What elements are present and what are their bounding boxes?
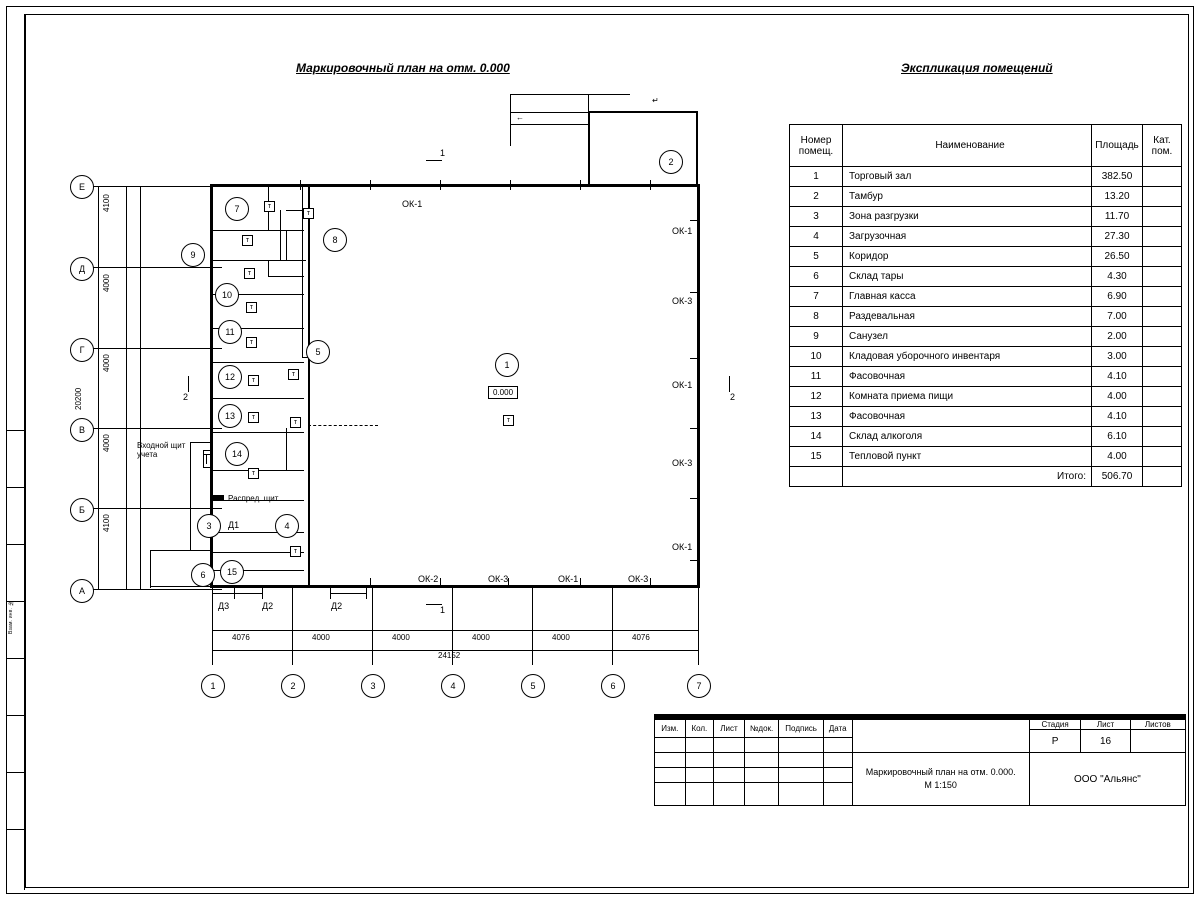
room-category — [1143, 327, 1182, 347]
room-name: Фасовочная — [843, 367, 1092, 387]
stamp-cell — [655, 768, 686, 783]
room-area: 4.00 — [1092, 447, 1143, 467]
room-area: 27.30 — [1092, 227, 1143, 247]
room-name: Загрузочная — [843, 227, 1092, 247]
stamp-cell — [744, 783, 779, 806]
room-marker: 3 — [197, 514, 221, 538]
stamp-cell — [714, 768, 745, 783]
room-area: 6.10 — [1092, 427, 1143, 447]
room-marker: 6 — [191, 563, 215, 587]
room-marker: 15 — [220, 560, 244, 584]
door-label: Д2 — [331, 601, 343, 611]
dimension-horizontal: 4000 — [392, 633, 410, 642]
axis-bubble-letter: Г — [70, 338, 94, 362]
stamp-cell — [823, 783, 852, 806]
table-row — [790, 327, 1182, 347]
panel-symbol — [203, 450, 212, 468]
room-category — [1143, 447, 1182, 467]
table-total-row — [790, 467, 1182, 487]
header-area: Площадь — [1092, 125, 1143, 167]
room-area: 3.00 — [1092, 347, 1143, 367]
stamp-cell — [823, 738, 852, 753]
stamp-column-header: №док. — [744, 720, 779, 738]
window-label-right: ОК-1 — [672, 380, 693, 390]
room-marker: 10 — [215, 283, 239, 307]
room-name: Тепловой пункт — [843, 447, 1092, 467]
window-label-right: ОК-1 — [672, 542, 693, 552]
equipment-tag: т — [290, 417, 301, 428]
stamp-cell — [655, 753, 686, 768]
stamp-cell — [655, 738, 686, 753]
room-number: 1 — [790, 167, 843, 187]
room-name: Комната приема пищи — [843, 387, 1092, 407]
total-label: Итого: — [843, 467, 1092, 487]
stamp-drawing-title — [852, 753, 1029, 806]
room-category — [1143, 227, 1182, 247]
room-marker: 2 — [659, 150, 683, 174]
header-num: Номер помещ. — [790, 125, 843, 167]
room-name: Склад тары — [843, 267, 1092, 287]
room-category — [1143, 407, 1182, 427]
room-number: 10 — [790, 347, 843, 367]
table-row — [790, 247, 1182, 267]
room-name: Коридор — [843, 247, 1092, 267]
room-name: Фасовочная — [843, 407, 1092, 427]
stamp-cell — [779, 738, 824, 753]
total-empty-1 — [790, 467, 843, 487]
stamp-cell — [685, 783, 714, 806]
room-category — [1143, 207, 1182, 227]
dimension-horizontal: 4076 — [232, 633, 250, 642]
axis-bubble-letter: В — [70, 418, 94, 442]
table-row — [790, 187, 1182, 207]
room-marker: 8 — [323, 228, 347, 252]
room-number: 6 — [790, 267, 843, 287]
room-area: 4.10 — [1092, 367, 1143, 387]
room-marker: 14 — [225, 442, 249, 466]
annotation-distribution-panel: Распред. щит — [228, 494, 279, 503]
room-area: 6.90 — [1092, 287, 1143, 307]
stamp-cell — [779, 753, 824, 768]
room-area: 11.70 — [1092, 207, 1143, 227]
equipment-tag: т — [248, 412, 259, 423]
stamp-cell — [744, 738, 779, 753]
explication-title: Экспликация помещений — [901, 61, 1053, 75]
axis-bubble-letter: Д — [70, 257, 94, 281]
room-category — [1143, 367, 1182, 387]
stamp-column-header: Подпись — [779, 720, 824, 738]
room-number: 13 — [790, 407, 843, 427]
stamp-cell — [714, 738, 745, 753]
stamp-cell — [714, 753, 745, 768]
room-name: Зона разгрузки — [843, 207, 1092, 227]
stamp-stage-block — [1029, 720, 1185, 753]
room-category — [1143, 247, 1182, 267]
stamp-company: ООО "Альянс" — [1029, 753, 1185, 806]
stamp-stage-header: Стадия — [1030, 720, 1081, 730]
dimension-horizontal: 4076 — [632, 633, 650, 642]
equipment-tag: т — [248, 375, 259, 386]
window-label-top: ОК-1 — [402, 199, 423, 209]
door-label: Д3 — [218, 601, 230, 611]
stamp-column-header: Дата — [823, 720, 852, 738]
axis-bubble-number: 5 — [521, 674, 545, 698]
equipment-tag: т — [503, 415, 514, 426]
room-area: 13.20 — [1092, 187, 1143, 207]
table-row — [790, 207, 1182, 227]
equipment-tag: т — [242, 235, 253, 246]
table-row — [790, 167, 1182, 187]
stamp-row — [655, 753, 1186, 768]
room-marker: 13 — [218, 404, 242, 428]
dimension-vertical: 4000 — [102, 354, 111, 372]
room-number: 2 — [790, 187, 843, 207]
stamp-cell — [685, 768, 714, 783]
room-category — [1143, 307, 1182, 327]
stamp-sheets-header: Листов — [1130, 720, 1185, 730]
room-marker: 12 — [218, 365, 242, 389]
room-category — [1143, 387, 1182, 407]
title-block-revision-table — [654, 714, 1186, 806]
side-label: Взам. инв. № — [8, 600, 14, 635]
room-area: 2.00 — [1092, 327, 1143, 347]
stamp-header-row — [655, 720, 1186, 738]
section-mark: 1 — [440, 605, 446, 615]
room-category — [1143, 187, 1182, 207]
room-marker: 4 — [275, 514, 299, 538]
window-label-right: ОК-1 — [672, 226, 693, 236]
dimension-vertical-total: 20200 — [74, 387, 83, 410]
drawing-scale: М 1:150 — [924, 780, 957, 790]
room-area: 4.30 — [1092, 267, 1143, 287]
room-name: Санузел — [843, 327, 1092, 347]
table-row — [790, 307, 1182, 327]
room-area: 7.00 — [1092, 307, 1143, 327]
door-label: Д1 — [228, 520, 240, 530]
equipment-tag: т — [290, 546, 301, 557]
stamp-stage-value: Р — [1030, 730, 1081, 753]
dimension-vertical: 4000 — [102, 274, 111, 292]
stamp-column-header: Лист — [714, 720, 745, 738]
dimension-vertical: 4100 — [102, 514, 111, 532]
room-number: 4 — [790, 227, 843, 247]
equipment-tag: т — [303, 208, 314, 219]
room-area: 4.00 — [1092, 387, 1143, 407]
stamp-cell — [685, 738, 714, 753]
room-number: 9 — [790, 327, 843, 347]
equipment-tag: т — [248, 468, 259, 479]
room-area: 26.50 — [1092, 247, 1143, 267]
dimension-horizontal: 4000 — [312, 633, 330, 642]
room-name: Главная касса — [843, 287, 1092, 307]
window-label-right: ОК-3 — [672, 296, 693, 306]
dimension-vertical: 4000 — [102, 434, 111, 452]
room-number: 3 — [790, 207, 843, 227]
room-marker: 1 — [495, 353, 519, 377]
section-mark: 2 — [183, 392, 189, 402]
room-category — [1143, 167, 1182, 187]
dimension-vertical: 4100 — [102, 194, 111, 212]
header-cat: Кат. пом. — [1143, 125, 1182, 167]
stamp-cell — [823, 753, 852, 768]
stamp-column-header: Кол. — [685, 720, 714, 738]
axis-bubble-number: 7 — [687, 674, 711, 698]
door-label: Д2 — [262, 601, 274, 611]
room-number: 12 — [790, 387, 843, 407]
table-row — [790, 287, 1182, 307]
room-number: 11 — [790, 367, 843, 387]
table-header-row — [790, 125, 1182, 167]
stamp-sheet-header: Лист — [1081, 720, 1130, 730]
room-area: 382.50 — [1092, 167, 1143, 187]
annotation-entry-panel: Входной щит учета — [137, 441, 186, 459]
panel-symbol-2 — [212, 495, 224, 501]
drawing-title-text: Маркировочный план на отм. 0.000. — [865, 767, 1016, 778]
title-block — [654, 714, 1186, 886]
room-marker: 5 — [306, 340, 330, 364]
stamp-cell-wide — [852, 720, 1029, 753]
header-name: Наименование — [843, 125, 1092, 167]
explication-table — [789, 124, 1182, 487]
stamp-cell — [823, 768, 852, 783]
axis-bubble-letter: Б — [70, 498, 94, 522]
room-category — [1143, 427, 1182, 447]
table-row — [790, 407, 1182, 427]
stamp-cell — [779, 768, 824, 783]
left-margin-strip — [7, 430, 25, 890]
dimension-horizontal-total: 24152 — [438, 651, 461, 660]
equipment-tag: т — [264, 201, 275, 212]
room-category — [1143, 267, 1182, 287]
total-area: 506.70 — [1092, 467, 1143, 487]
plan-title: Маркировочный план на отм. 0.000 — [296, 61, 510, 75]
table-row — [790, 267, 1182, 287]
stamp-cell — [744, 753, 779, 768]
room-number: 14 — [790, 427, 843, 447]
room-name: Торговый зал — [843, 167, 1092, 187]
window-label-bottom: ОК-3 — [488, 574, 509, 584]
stamp-cell — [685, 753, 714, 768]
stamp-cell — [779, 783, 824, 806]
stamp-cell — [655, 783, 686, 806]
window-label-bottom: ОК-3 — [628, 574, 649, 584]
table-row — [790, 347, 1182, 367]
floor-plan: ← ↵ Е Д Г В Б А 1 2 3 4 5 6 7 4100 4000 4000 4000 4100 20200 4076 4000 4000 4000 4000 4076 24152 1 2 3 4 5 6 7 8 9 10 11 12 13 14 15 0.000 т т т т т т т т т т т т т ОК-1 ОК-1 ОК-3 ОК-1 ОК-3 ОК-1 ОК-2 ОК-3 ОК-1 ОК-3 Д1 Д2 Д3 Д2 Входной щит учета Распред. щит 1 1 2 2 — [40, 80, 780, 700]
window-label-right: ОК-3 — [672, 458, 693, 468]
dimension-horizontal: 4000 — [552, 633, 570, 642]
room-name: Тамбур — [843, 187, 1092, 207]
axis-bubble-number: 4 — [441, 674, 465, 698]
section-mark: 1 — [440, 148, 446, 158]
table-row — [790, 427, 1182, 447]
stamp-sheet-value: 16 — [1081, 730, 1130, 753]
room-number: 15 — [790, 447, 843, 467]
section-mark: 2 — [730, 392, 736, 402]
room-number: 7 — [790, 287, 843, 307]
room-marker: 9 — [181, 243, 205, 267]
room-marker: 7 — [225, 197, 249, 221]
total-empty-2 — [1143, 467, 1182, 487]
equipment-tag: т — [246, 302, 257, 313]
room-category — [1143, 287, 1182, 307]
room-number: 8 — [790, 307, 843, 327]
equipment-tag: т — [244, 268, 255, 279]
stamp-column-header: Изм. — [655, 720, 686, 738]
room-area: 4.10 — [1092, 407, 1143, 427]
room-marker: 11 — [218, 320, 242, 344]
window-label-bottom: ОК-1 — [558, 574, 579, 584]
table-row — [790, 367, 1182, 387]
room-name: Склад алкоголя — [843, 427, 1092, 447]
axis-bubble-letter: Е — [70, 175, 94, 199]
axis-bubble-number: 2 — [281, 674, 305, 698]
equipment-tag: т — [288, 369, 299, 380]
window-label-bottom: ОК-2 — [418, 574, 439, 584]
axis-bubble-number: 6 — [601, 674, 625, 698]
axis-bubble-letter: А — [70, 579, 94, 603]
equipment-tag: т — [246, 337, 257, 348]
stamp-cell — [744, 768, 779, 783]
table-row — [790, 227, 1182, 247]
axis-bubble-number: 3 — [361, 674, 385, 698]
room-name: Кладовая уборочного инвентаря — [843, 347, 1092, 367]
stamp-sheets-value — [1130, 730, 1185, 753]
axis-bubble-number: 1 — [201, 674, 225, 698]
stamp-cell — [714, 783, 745, 806]
room-category — [1143, 347, 1182, 367]
level-mark: 0.000 — [488, 386, 518, 399]
room-name: Раздевальная — [843, 307, 1092, 327]
table-row — [790, 447, 1182, 467]
dimension-horizontal: 4000 — [472, 633, 490, 642]
room-number: 5 — [790, 247, 843, 267]
table-row — [790, 387, 1182, 407]
